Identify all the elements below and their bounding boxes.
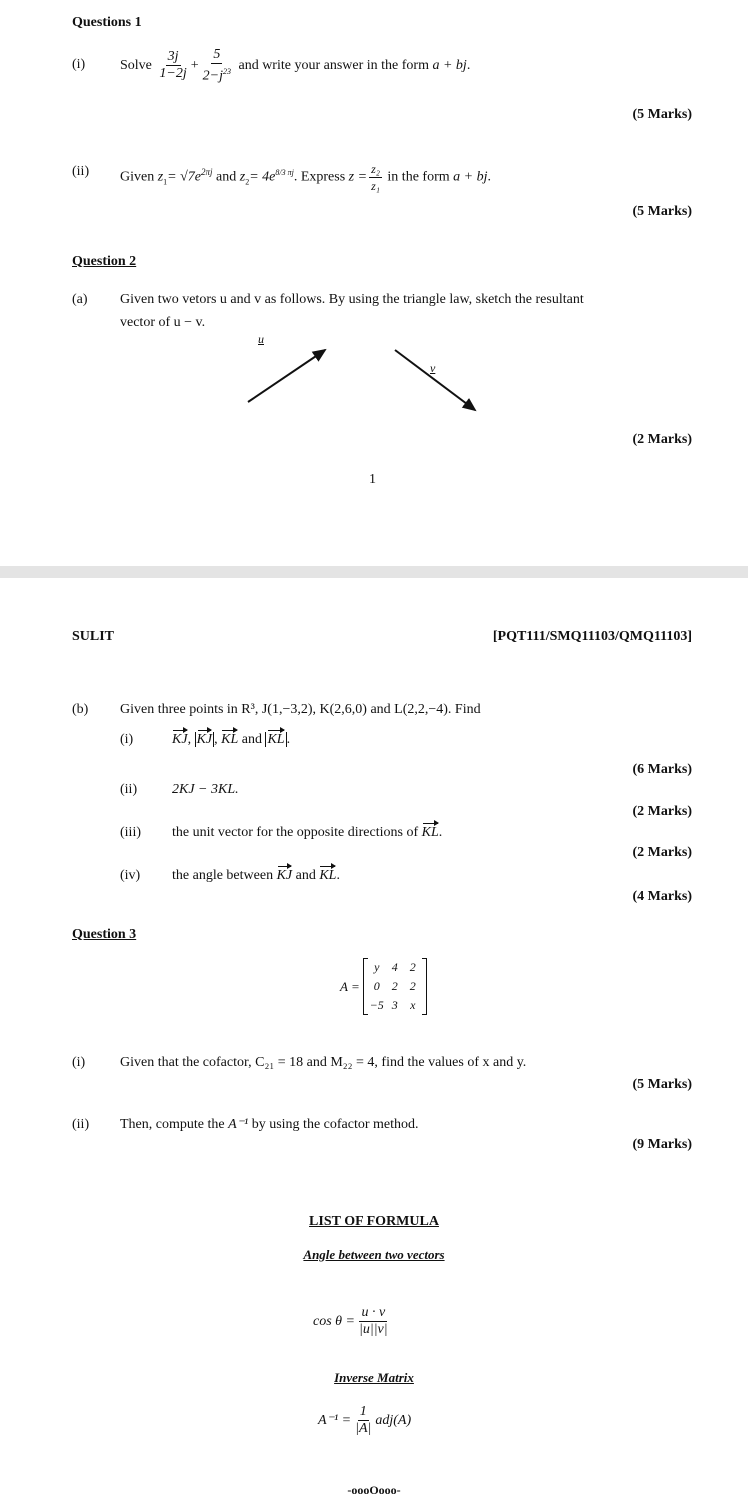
matrix-name: A =: [340, 978, 360, 994]
header-sulit: SULIT: [72, 629, 115, 644]
marks: (2 Marks): [632, 845, 692, 860]
denominator: 2−j: [202, 68, 223, 84]
q2-a-line2: vector of u − v.: [120, 315, 206, 330]
exponent: 23: [222, 67, 231, 76]
denominator: 1−2j: [159, 66, 187, 82]
text: the angle between: [172, 868, 274, 883]
marks: (5 Marks): [632, 1077, 692, 1092]
text: Then, compute the: [120, 1117, 225, 1132]
form: a + bj: [432, 58, 467, 74]
marks: (9 Marks): [632, 1137, 692, 1152]
vector-u-label: u: [258, 332, 264, 346]
marks: (5 Marks): [632, 204, 692, 219]
vector-v-label: v: [430, 361, 436, 375]
instruction: in the form: [387, 169, 450, 185]
cos-formula: [313, 1302, 392, 1342]
express: . Express: [293, 169, 346, 185]
given: Given: [120, 169, 155, 185]
vector-kl: KL: [267, 732, 285, 747]
inv-rhs: adj(A): [375, 1413, 412, 1428]
question-2-title: Question 2: [72, 254, 137, 269]
matrix-cell: 0: [373, 979, 380, 993]
matrix-cell: 4: [391, 960, 398, 974]
matrix-cell: −5: [369, 998, 384, 1012]
b-i-label: (i): [120, 732, 134, 747]
b-ii-text: 2KJ − 3KL.: [172, 782, 239, 797]
vector-kl: KL: [319, 868, 337, 883]
exp: 8/3 πj: [275, 168, 294, 177]
numerator: 5: [213, 47, 221, 62]
denominator: z₁: [371, 178, 380, 193]
b-iv-text: the angle between KJ and KL.: [172, 868, 340, 883]
b-iii-label: (iii): [120, 825, 141, 840]
b-ii-label: (ii): [120, 782, 138, 797]
matrix-cell: 3: [391, 998, 398, 1012]
formula-title: LIST OF FORMULA: [309, 1214, 439, 1229]
end-marker: -oooOooo-: [347, 1483, 401, 1497]
exp: 2πj: [201, 167, 213, 177]
q3-ii-text: [120, 1116, 419, 1134]
and: and: [216, 169, 237, 185]
inverse-symbol: A⁻¹: [228, 1117, 249, 1132]
q2-b-intro: Given three points in R³, J(1,−3,2), K(2,6,0) and L(2,2,−4). Find: [120, 702, 481, 717]
z1: z: [157, 169, 164, 185]
vector-u-arrow: [248, 350, 325, 402]
vector-kl: KL: [421, 825, 439, 840]
marks: (5 Marks): [632, 107, 692, 122]
vector-kj: KJ: [172, 732, 188, 747]
period: .: [487, 169, 491, 185]
matrix-cell: 2: [409, 979, 416, 993]
b-iii-text: the unit vector for the opposite directions of KL.: [172, 825, 443, 840]
angle-title: Angle between two vectors: [303, 1247, 445, 1262]
vector-kj: KJ: [196, 732, 213, 747]
and: and: [295, 868, 316, 883]
plus: +: [190, 58, 199, 74]
q3-i-text: Given that the cofactor, C₂₁ = 18 and M₂₂ = 4, find the values of x and y.: [120, 1055, 527, 1070]
numerator: 3j: [167, 49, 179, 65]
header-code: [PQT111/SMQ11103/QMQ11103]: [492, 629, 692, 644]
marks: (2 Marks): [632, 432, 692, 447]
page-number: 1: [369, 472, 376, 487]
numerator: z₂: [371, 161, 380, 176]
b-iv-label: (iv): [120, 868, 141, 883]
q1-i-label: (i): [72, 57, 86, 72]
denominator: |A|: [355, 1421, 372, 1437]
instruction: and write your answer in the form: [238, 58, 429, 74]
z2: z: [239, 169, 246, 185]
numerator: u · v: [361, 1305, 386, 1321]
denominator: |u||v|: [359, 1322, 388, 1338]
z1-value: = √7e: [167, 169, 202, 185]
marks: (6 Marks): [632, 762, 692, 777]
z2-value: = 4e: [249, 169, 276, 185]
vector-kj: KJ: [276, 868, 293, 883]
q2-a-line1: Given two vetors u and v as follows. By using the triangle law, sketch the resultant: [120, 292, 584, 307]
matrix-cell: y: [374, 960, 380, 974]
marks: (4 Marks): [632, 889, 692, 904]
q1-ii-label: (ii): [72, 164, 90, 179]
q3-i-label: (i): [72, 1055, 86, 1070]
period: .: [466, 58, 471, 74]
inverse-title: Inverse Matrix: [334, 1370, 414, 1385]
matrix-grid: [363, 958, 427, 1015]
matrix-cell: 2: [391, 979, 398, 993]
sub: 1: [163, 177, 168, 187]
question-3-title: Question 3: [72, 927, 137, 942]
inverse-formula: [318, 1401, 411, 1441]
solve-word: Solve: [120, 58, 152, 74]
z-eq: z =: [348, 169, 368, 185]
cos-lhs: cos θ =: [313, 1314, 355, 1329]
page-break: [0, 566, 748, 578]
marks: (2 Marks): [632, 804, 692, 819]
text: the unit vector for the opposite directions of: [172, 825, 419, 840]
sub: 2: [245, 177, 250, 187]
q2-a-label: (a): [72, 292, 88, 307]
inv-lhs: A⁻¹ =: [318, 1413, 352, 1428]
vector-kl: KL: [221, 732, 239, 747]
and: and: [241, 732, 262, 747]
text: by using the cofactor method.: [251, 1117, 419, 1132]
numerator: 1: [359, 1404, 367, 1420]
b-i-text: KJ, KJ , KL and KL .: [172, 732, 291, 747]
q2-b-label: (b): [72, 702, 89, 717]
form: a + bj: [453, 169, 488, 185]
matrix-cell: x: [410, 998, 416, 1012]
matrix-a: [340, 958, 427, 1015]
q3-ii-label: (ii): [72, 1117, 90, 1132]
question-1-title: Questions 1: [72, 15, 142, 30]
matrix-cell: 2: [409, 960, 416, 974]
